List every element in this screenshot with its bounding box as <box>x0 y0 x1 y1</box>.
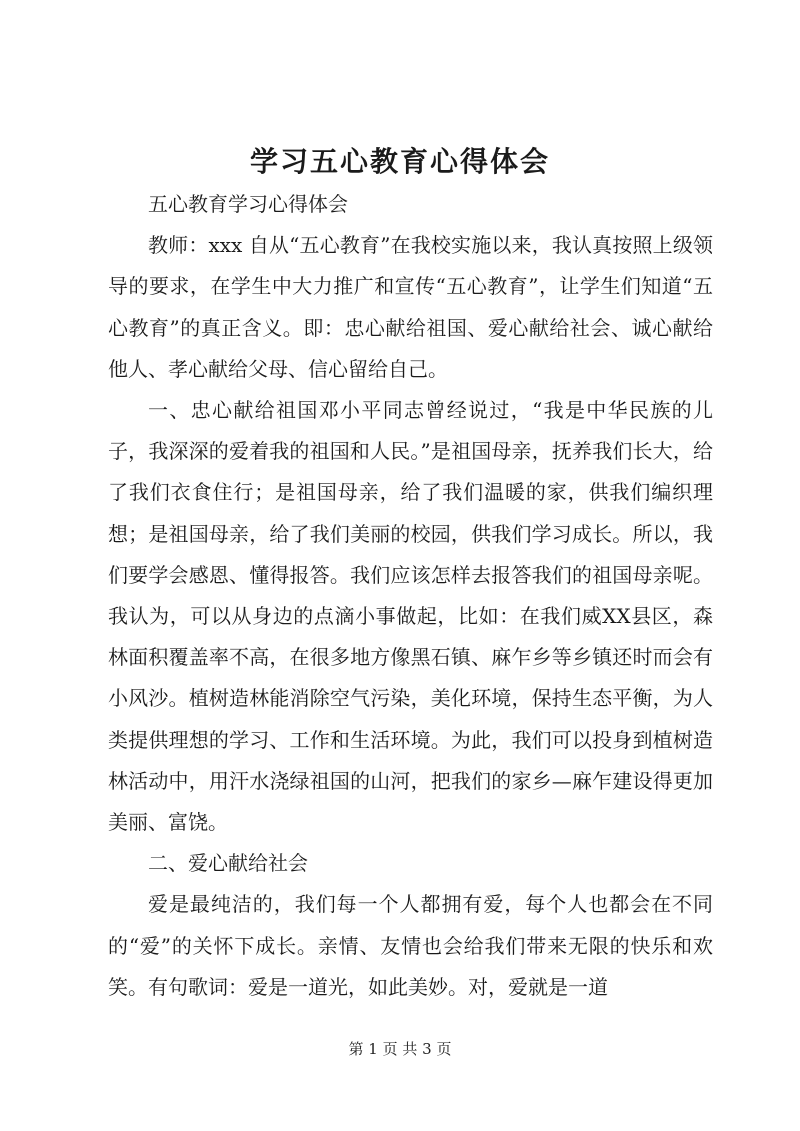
subtitle-paragraph: 五心教育学习心得体会 <box>148 192 348 216</box>
section-two-heading: 二、爱心献给社会 <box>148 851 308 876</box>
section-two-paragraph: 爱是最纯洁的，我们每一个人都拥有爱，每个人也都会在不同的“爱”的关怀下成长。亲情、友情也会给我们带来无限的快乐和欢笑。有句歌词：爱是一道光，如此美妙。对，爱就是一道 <box>108 892 713 999</box>
page-number-footer: 第 1 页 共 3 页 <box>348 1040 452 1058</box>
section-one-paragraph: 一、忠心献给祖国邓小平同志曾经说过，“我是中华民族的儿子，我深深的爱着我的祖国和人民。”是祖国母亲，抚养我们长大，给了我们衣食住行；是祖国母亲，给了我们温暖的家，供我们编织理想；是祖国母亲，给了我们美丽的校园，供我们学习成长。所以，我们要学会感恩、懂得报答。我们应该怎样去报答我们的祖国母亲呢。我认为，可以从身边的点滴小事做起，比如：在我们威XX县区，森林面积覆盖率不高，在很多地方像黑石镇、麻乍乡等乡镇还时而会有小风沙。植树造林能消除空气污染，美化环境，保持生态平衡，为人类提供理想的学习、工作和生活环境。为此，我们可以投身到植树造林活动中，用汗水浇绿祖国的山河，把我们的家乡—麻乍建设得更加美丽、富饶。 <box>108 398 713 835</box>
document-body <box>108 184 713 1008</box>
intro-paragraph: 教师：xxx 自从“五心教育”在我校实施以来，我认真按照上级领导的要求，在学生中大力推广和宣传“五心教育”，让学生们知道“五心教育”的真正含义。即：忠心献给祖国、爱心献给社会、诚心献给他人、孝心献给父母、信心留给自己。 <box>108 233 713 381</box>
document-title: 学习五心教育心得体会 <box>249 145 550 178</box>
